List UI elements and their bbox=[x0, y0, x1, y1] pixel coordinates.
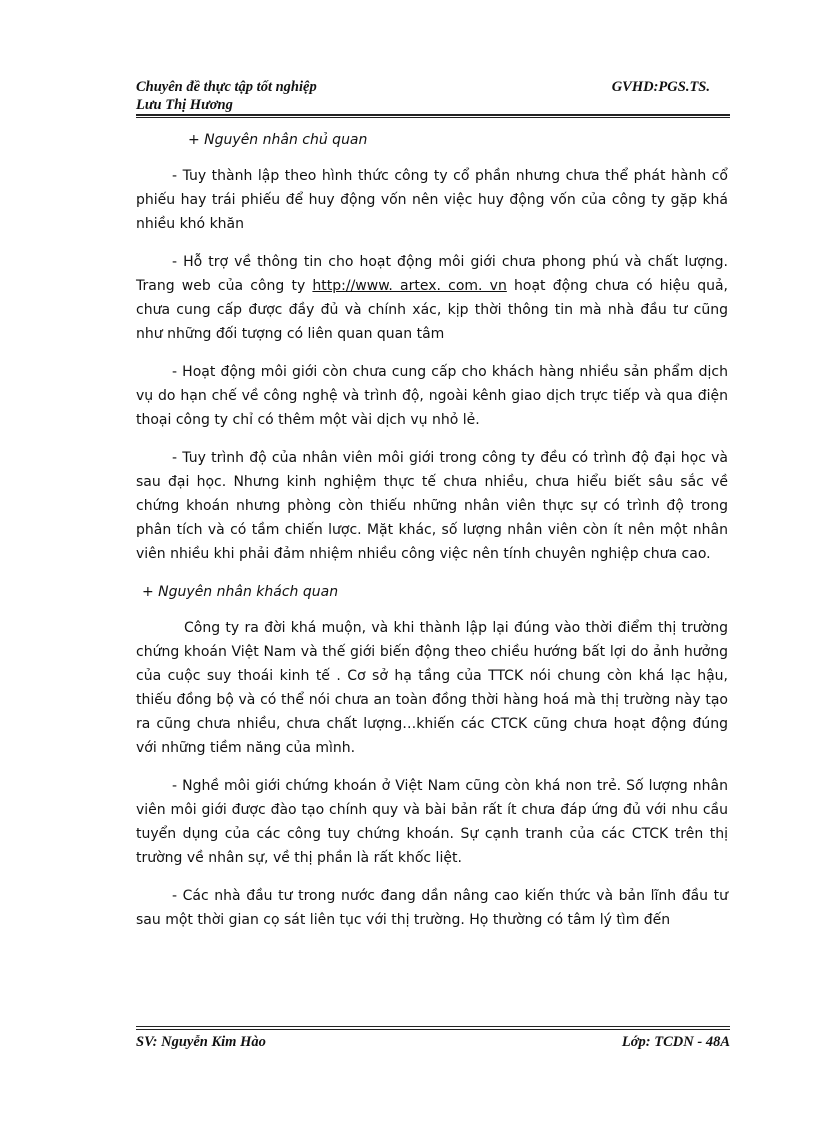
author-name: Lưu Thị Hương bbox=[136, 97, 233, 113]
paragraph-brokerage-profession: - Nghề môi giới chứng khoán ở Việt Nam cũng còn khá non trẻ. Số lượng nhân viên môi giới được đào tạo chính quy và bài bản rất ít chưa đáp ứng đủ với nhu cầu tuyển dụng của các công tuy chứng khoán. Sự cạnh tranh của các CTCK trên thị trường về nhân sự, về thị phần là rất khốc liệt. bbox=[136, 778, 728, 866]
header-rule-thin bbox=[136, 117, 730, 118]
subjective-causes-heading: + Nguyên nhân chủ quan bbox=[188, 132, 368, 148]
paragraph-capital: - Tuy thành lập theo hình thức công ty cổ phần nhưng chưa thể phát hành cổ phiếu hay trái phiếu để huy động vốn nên việc huy động vốn của công ty gặp khá nhiều khó khăn bbox=[136, 168, 728, 232]
page-footer bbox=[136, 1033, 730, 1051]
class-label: Lớp: TCDN - 48A bbox=[621, 1034, 730, 1050]
footer-rule-top bbox=[136, 1026, 730, 1027]
paragraph-information-text-2: hoạt động chưa có hiệu quả, chưa cung cấp được đầy đủ và chính xác, kịp thời thông tin mà nhà đầu tư cũng như những đối tượng có liên quan quan tâm bbox=[136, 278, 728, 342]
header-row-1 bbox=[136, 78, 730, 96]
supervisor-label: GVHD:PGS.TS. bbox=[611, 79, 710, 95]
paragraph-information-text-1: - Hỗ trợ về thông tin cho hoạt động môi giới chưa phong phú và chất lượng. Trang web của công ty bbox=[136, 254, 728, 294]
page-header bbox=[136, 78, 730, 114]
document-body bbox=[136, 128, 728, 946]
student-name: SV: Nguyễn Kim Hào bbox=[136, 1034, 266, 1050]
objective-causes-heading: + Nguyên nhân khách quan bbox=[142, 584, 339, 600]
header-row-2 bbox=[136, 96, 730, 114]
paragraph-services: - Hoạt động môi giới còn chưa cung cấp cho khách hàng nhiều sản phẩm dịch vụ do hạn chế về công nghệ và trình độ, ngoài kênh giao dịch trực tiếp và qua điện thoại công ty chỉ có thêm một vài dịch vụ nhỏ lẻ. bbox=[136, 364, 728, 428]
header-rule-thick bbox=[136, 114, 730, 116]
paragraph-market-conditions: Công ty ra đời khá muộn, và khi thành lập lại đúng vào thời điểm thị trường chứng khoán Việt Nam và thế giới biến động theo chiều hướng bất lợi do ảnh hưởng của cuộc suy thoái kinh tế . Cơ sở hạ tầng của TTCK nói chung còn khá lạc hậu, thiếu đồng bộ và có thể nói chưa an toàn đồng thời hàng hoá mà thị trường này tạo ra cũng chưa nhiều, chưa chất lượng…khiến các CTCK cũng chưa hoạt động đúng với những tiềm năng của mình. bbox=[136, 620, 728, 756]
paragraph-staff-qualification: - Tuy trình độ của nhân viên môi giới trong công ty đều có trình độ đại học và sau đại học. Nhưng kinh nghiệm thực tế chưa nhiều, chưa hiểu biết sâu sắc về chứng khoán nhưng phòng còn thiếu những nhân viên thực sự có trình độ trong phân tích và có tầm chiến lược. Mặt khác, số lượng nhân viên còn ít nên một nhân viên nhiều khi phải đảm nhiệm nhiều công việc nên tính chuyên nghiệp chưa cao. bbox=[136, 450, 728, 562]
footer-rule-bottom bbox=[136, 1029, 730, 1030]
report-title: Chuyên đề thực tập tốt nghiệp bbox=[136, 79, 317, 95]
paragraph-information bbox=[136, 250, 728, 346]
paragraph-investors: - Các nhà đầu tư trong nước đang dần nâng cao kiến thức và bản lĩnh đầu tư sau một thời gian cọ sát liên tục với thị trường. Họ thường có tâm lý tìm đến bbox=[136, 888, 728, 928]
company-website-link[interactable]: http://www. artex. com. vn bbox=[312, 278, 507, 294]
